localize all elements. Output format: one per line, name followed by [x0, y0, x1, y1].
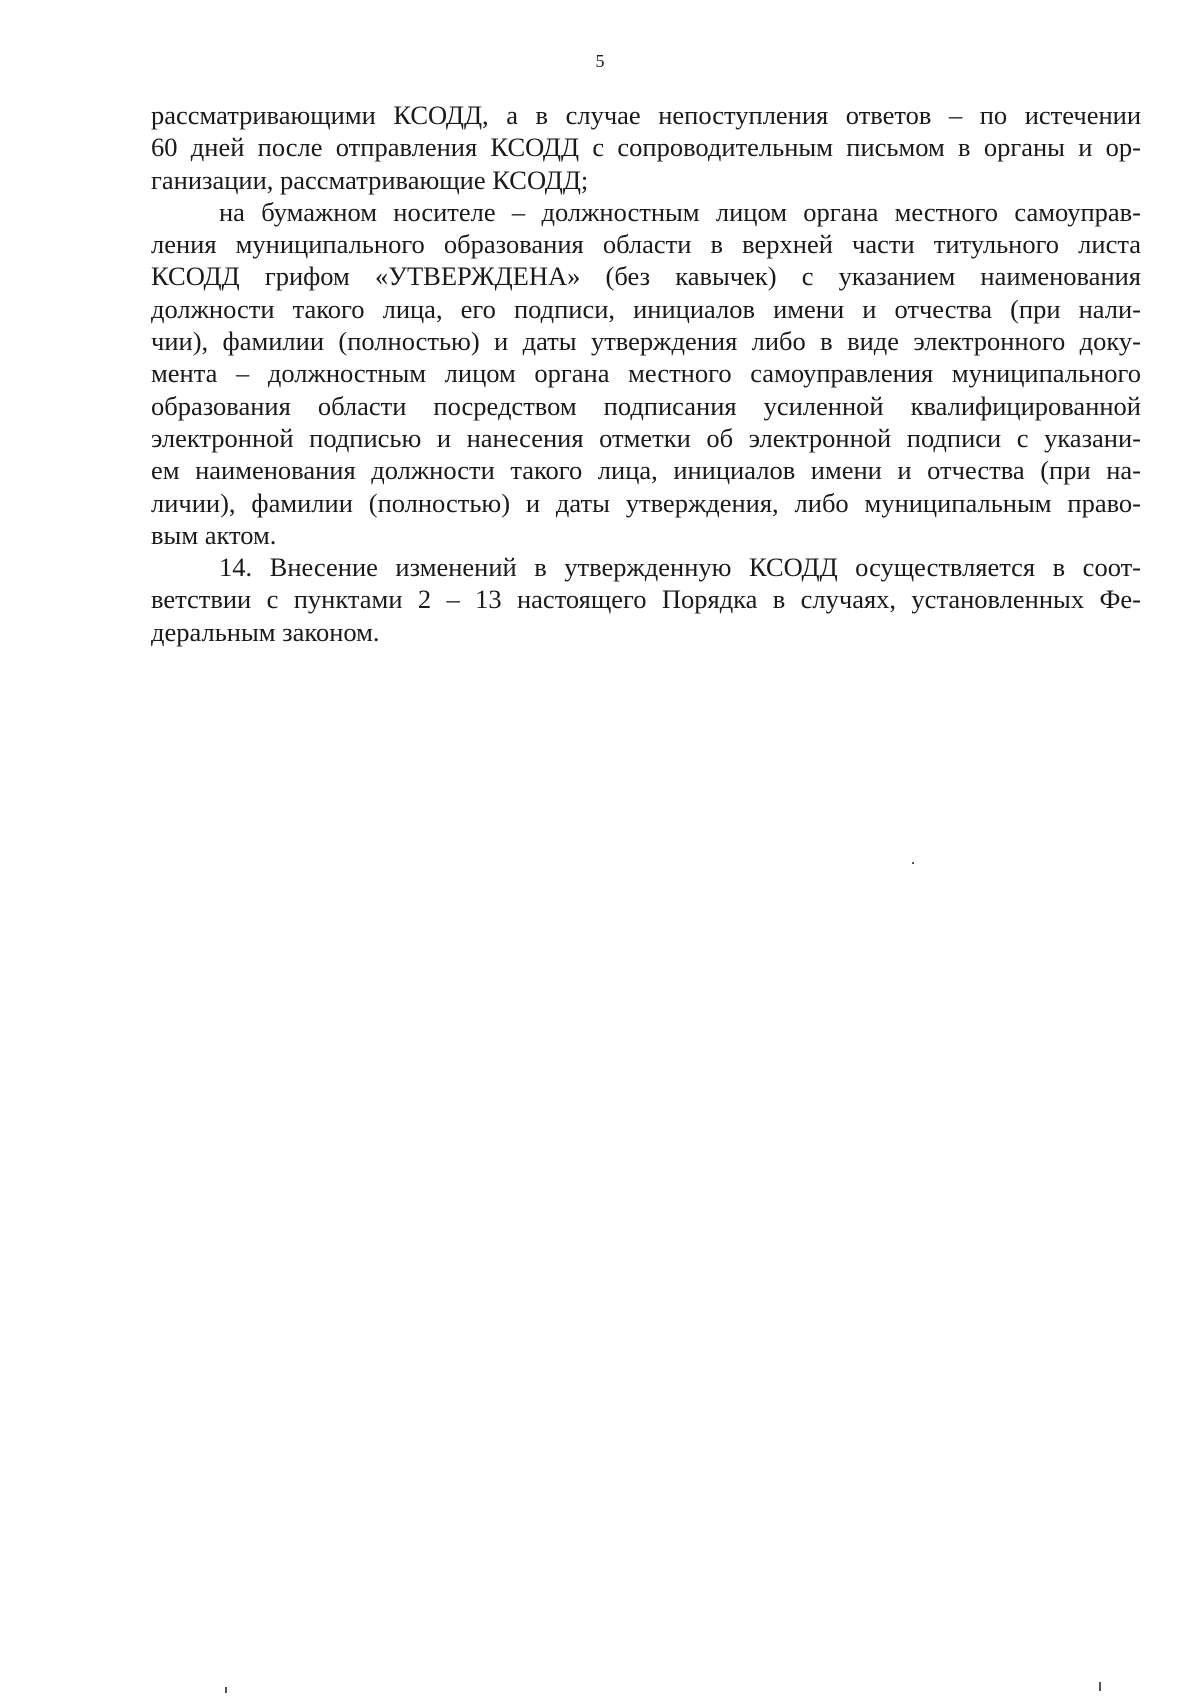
text-line: электронной подписью и нанесения отметки об электронной подписи с указани- [151, 422, 1141, 453]
paragraph-item-14 [151, 551, 1141, 648]
page-number: 5 [595, 51, 605, 71]
scan-speck [912, 862, 914, 864]
text-line: чии), фамилии (полностью) и даты утверждения либо в виде электронного доку- [151, 326, 1141, 357]
text-line: ветствии с пунктами 2 – 13 настоящего Порядка в случаях, установленных Фе- [151, 584, 1141, 615]
text-line: КСОДД грифом «УТВЕРЖДЕНА» (без кавычек) с указанием наименования [151, 261, 1141, 292]
text-line: ем наименования должности такого лица, инициалов имени и отчества (при на- [151, 455, 1141, 486]
paragraph-continuation [151, 99, 1141, 196]
text-line: деральным законом. [151, 616, 380, 647]
text-line: образования области посредством подписания усиленной квалифицированной [151, 390, 1141, 421]
text-line: мента – должностным лицом органа местного самоуправления муниципального [151, 358, 1141, 389]
text-line: 60 дней после отправления КСОДД с сопроводительным письмом в органы и ор- [151, 132, 1141, 163]
text-line: на бумажном носителе – должностным лицом органа местного самоуправ- [219, 196, 1141, 227]
text-line: ления муниципального образования области в верхней части титульного листа [151, 229, 1141, 260]
text-line: личии), фамилии (полностью) и даты утверждения, либо муниципальным право- [151, 487, 1141, 518]
text-line: рассматривающими КСОДД, а в случае непоступления ответов – по истечении [151, 100, 1141, 130]
text-line: 14. Внесение изменений в утвержденную КСОДД осуществляется в соот- [219, 552, 1141, 583]
document-body [151, 99, 1141, 648]
text-line: должности такого лица, его подписи, инициалов имени и отчества (при нали- [151, 293, 1141, 324]
text-line: вым актом. [151, 519, 277, 550]
scan-speck [225, 1687, 227, 1693]
paragraph-paper-approval [151, 196, 1141, 551]
text-line: ганизации, рассматривающие КСОДД; [151, 164, 589, 195]
scan-speck [1099, 1682, 1101, 1691]
